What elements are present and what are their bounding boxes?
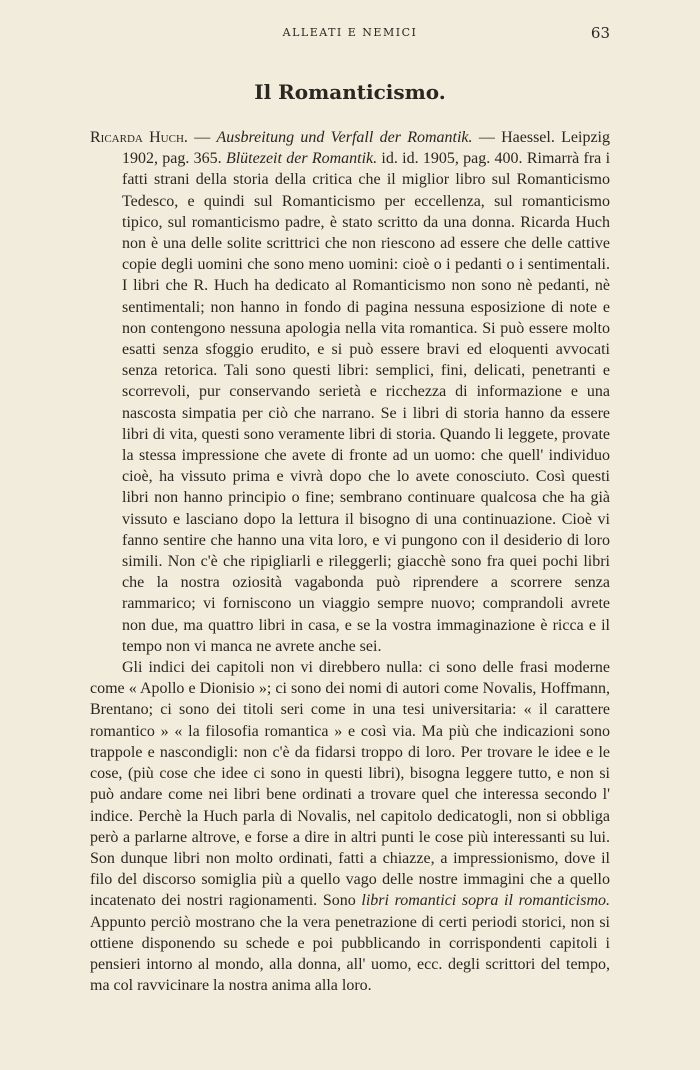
entry-publication-2: id. id. 1905, pag. 400. (377, 150, 527, 168)
running-head: ALLEATI E NEMICI (282, 26, 418, 39)
page-number: 63 (590, 24, 610, 42)
paragraph-2-text-a: Gli indici dei capitoli non vi direbbero nulla: ci sono delle frasi moderne come « Apollo e Dionisio »; ci sono dei nomi di autori come Novalis, Hoffmann, Brentano; ci sono dei titoli seri come in una tesi universitaria: « il carattere romantico » « la filosofia romantica » e così via. Ma più che indicazioni sono trappole e nascondigli: non c'è da fidarsi troppo di loro. Per trovare le idee e le cose, (più cose che idee ci sono in questi libri), bisogna leggere tutto, e non si può andare come nei libri bene ordinati a trovare quel che interessa secondo l' indice. Perchè la Huch parla di Novalis, nel capitolo dedicatogli, non si obbliga però a parlarne altrove, e forse a dire in altri punti le cose più interessanti su lui. Son dunque libri non molto ordinati, fatti a chiazze, a impressionismo, dove il filo del discorso somiglia più a quello vago delle nostre immagini che a quello incatenato dei nostri ragionamenti. Sono (90, 659, 610, 910)
paragraph-2-italic: libri romantici sopra il romanticismo. (361, 892, 611, 910)
entry-book-title-2: Blütezeit der Romantik. (225, 150, 378, 168)
entry-author: Ricarda Huch. (90, 129, 188, 146)
entry-publication-1: — Haessel. Leipzig 1902, pag. 365. (122, 129, 610, 168)
body-text (90, 127, 610, 996)
paragraph-2-text-b: Appunto perciò mostrano che la vera penetrazione di certi periodi storici, non si ottiene disponendo su schede e poi pubblicando in corrispondenti capitoli i pensieri intorno al mondo, alla donna, all' uomo, ecc. degli scrittori del tempo, ma col ravvicinare la nostra anima alla loro. (90, 913, 610, 995)
paragraph-2 (90, 657, 610, 996)
section-title: Il Romanticismo. (254, 80, 446, 104)
entry-review-text: Rimarrà fra i fatti strani della storia della critica che il miglior libro sul Romanticismo Tedesco, e quindi sul Romanticismo per eccellenza, sul romanticismo tipico, sul romanticismo padre, è stato scritto da una donna. Ricarda Huch non è una delle solite scrittrici che non riescono ad essere che delle cattive copie degli uomini che sono meno uomini: cioè o i pedanti o i sentimentali. I libri che R. Huch ha dedicato al Romanticismo non sono nè pedanti, nè sentimentali; non hanno in fondo di pagina nessuna esposizione di note e non contengono nessuna apologia nella vita romantica. Si può essere molto esatti senza sfoggio erudito, e si può essere bravi ed eloquenti avvocati senza retorica. Tali sono questi libri: semplici, fini, delicati, penetranti e scorrevoli, pur conservando serietà e ricchezza di informazione e una nascosta simpatia per ciò che narrano. Se i libri di storia hanno da essere libri di vita, questi sono veramente libri di storia. Quando li leggete, provate la stessa impressione che avete di fronte ad un uomo: che quell' individuo cioè, ha vissuto prima e vivrà dopo che lo avete conosciuto. Così questi libri non hanno principio o fine; sembrano continuare qualcosa che ha già vissuto e lasciano dopo la lettura il bisogno di una continuazione. Cioè vi fanno sentire che hanno una vita loro, e vi pungono con il desiderio di loro simili. Non c'è che ripigliarli e rileggerli; giacchè sono fra quei pochi libri che la nostra oziosità vagabonda può riprendere a scorrere senza rammarico; vi forniscono un viaggio sempre nuovo; comprandoli avrete non due, ma quattro libri in casa, e se la vostra immaginazione è ricca e il tempo non vi manca ne avrete anche sei. (122, 150, 611, 655)
entry-book-title-1: Ausbreitung und Verfall der Romantik. (216, 129, 473, 146)
entry-dash: — (187, 129, 217, 146)
bibliography-entry (90, 127, 610, 657)
